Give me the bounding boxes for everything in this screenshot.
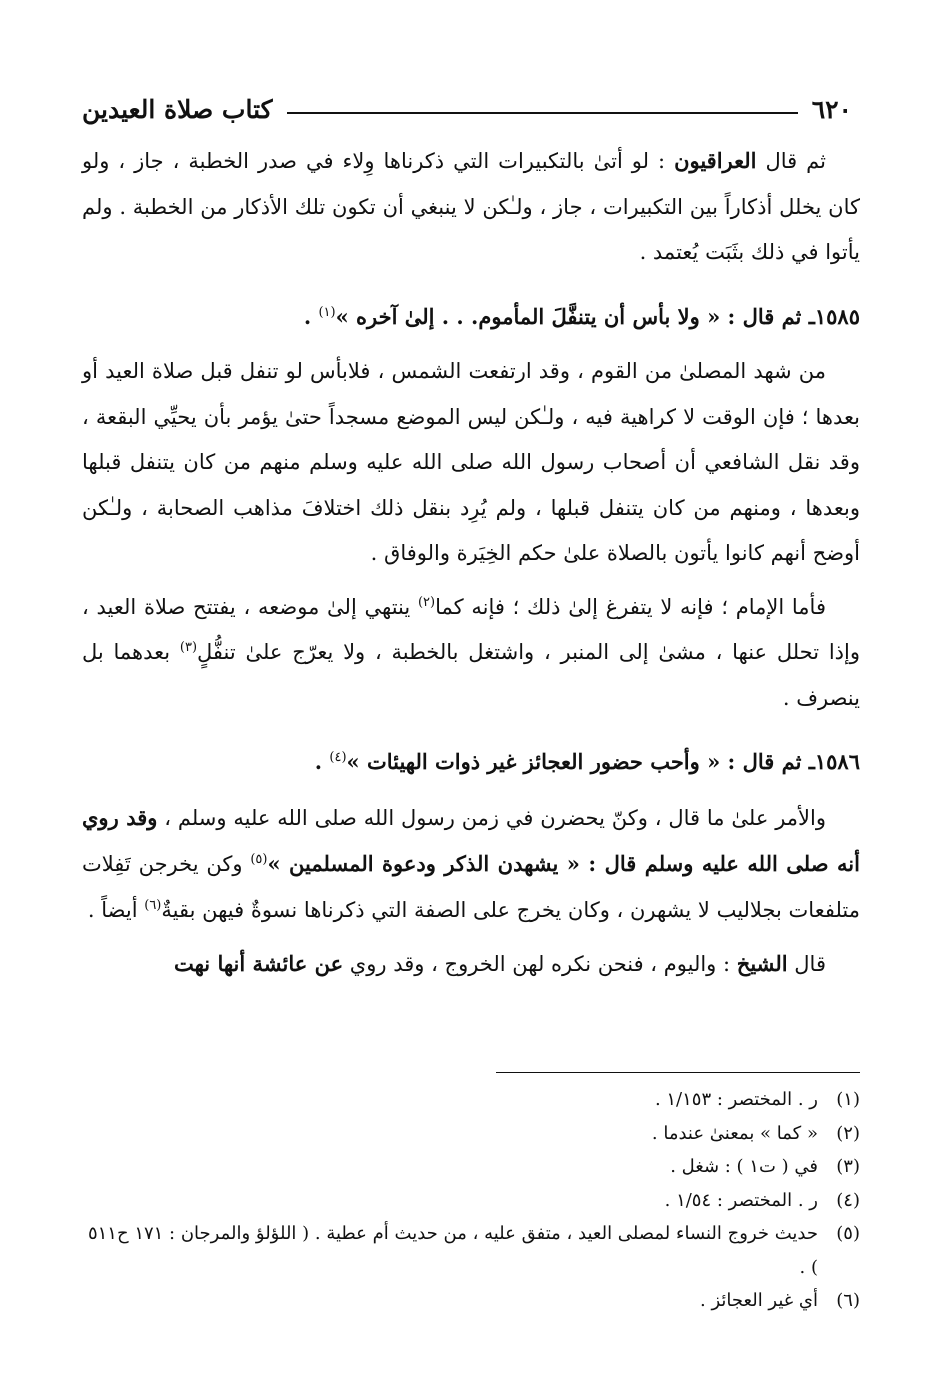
p4-part-a: والأمر علىٰ ما قال ، وكنّ يحضرن في زمن رسول الله صلى الله عليه وسلم ،: [157, 805, 826, 830]
page-number: ٦٢٠: [811, 95, 852, 124]
p1-rest: : لو أتىٰ بالتكبيرات التي ذكرناها وِلاء في صدر الخطبة ، جاز ، ولو كان يخلل أذكاراً بين التكبيرات ، جاز ، ولـٰكن لا ينبغي أن تكون تلك الأذكار من الخطبة . ولم يأتوا في ذلك بثَبَت يُعتمد .: [82, 149, 860, 264]
footnote-number: (٤): [836, 1189, 860, 1211]
footnote-number: (١): [836, 1089, 860, 1110]
footnote-number: (٣): [836, 1156, 860, 1177]
body-text: [82, 138, 860, 988]
footnote-item: [82, 1083, 860, 1117]
footnote-number: (٢): [836, 1122, 860, 1144]
p4-part-b: وكن يخرجن تَفِلات متلفعات بجلاليب لا يشهرن ، وكان يخرج على الصفة التي ذكرناها نسوةٌ فيهن بقيةٌ: [82, 852, 860, 922]
footnote-item: [82, 1217, 860, 1284]
footnotes: [82, 1083, 860, 1318]
footnote-item: [82, 1184, 860, 1218]
footnote-number: (٦): [836, 1290, 860, 1311]
footnote-item: [82, 1284, 860, 1318]
footnote-ref-3: (٣): [179, 640, 198, 655]
paragraph-shaykh: [82, 941, 860, 988]
footnote-ref-5: (٥): [250, 852, 268, 867]
p5-bold-aisha: عن عائشة أنها نهت: [174, 951, 344, 976]
p4-hadith-bold: وقد روي أنه صلى الله عليه وسلم قال : « يشهدن الذكر ودعوة المسلمين »: [82, 804, 860, 876]
issue-1586-tail: .: [314, 749, 330, 774]
paragraph-iraqiyun: [82, 138, 860, 276]
p5-part-b: : واليوم ، فنحن نكره لهن الخروج ، وقد روي: [343, 952, 737, 976]
header-rule: [287, 111, 798, 114]
footnote-text: في ( ت١ ) : شغل .: [670, 1156, 818, 1177]
issue-1586-text: ١٥٨٦ـ ثم قال : « وأحب حضور العجائز غير ذوات الهيئات »: [346, 749, 860, 774]
p1-lead: ثم قال: [756, 149, 827, 173]
p5-bold-shaykh: الشيخ: [736, 951, 788, 976]
p1-bold-name: العراقيون: [674, 148, 757, 173]
footnote-item: [82, 1117, 860, 1151]
paragraph-imam: [82, 585, 860, 722]
issue-1585-text: ١٥٨٥ـ ثم قال : « ولا بأس أن يتنفَّلَ المأموم. . . إلىٰ آخره »: [335, 303, 860, 329]
p3-part-b: ينتهي إلىٰ موضعه ، يفتتح صلاة العيد ، وإذا تحلل عنها ، مشىٰ إلى المنبر ، واشتغل بالخطبة ، ولا يعرّج علىٰ تنفُّلٍ: [82, 594, 860, 664]
p5-part-a: قال: [787, 952, 826, 976]
footnote-number: (٥): [836, 1223, 860, 1244]
footnote-text: ر . المختصر : ١/١٥٣ .: [654, 1089, 818, 1110]
footnote-separator: [496, 1072, 860, 1073]
footnote-ref-6: (٦): [144, 897, 162, 913]
p4-part-c: أيضاً .: [87, 897, 145, 922]
issue-1585: [82, 294, 860, 340]
book-title: كتاب صلاة العيدين: [82, 95, 273, 124]
paragraph-tanafful: من شهد المصلىٰ من القوم ، وقد ارتفعت الشمس ، فلابأس لو تنفل قبل صلاة العيد أو بعدها ؛ فإن الوقت لا كراهية فيه ، ولـٰكن ليس الموضع مسجداً حتىٰ يؤمر بأن يحيِّي البقعة ، وقد نقل الشافعي أن أصحاب رسول الله صلى الله عليه وسلم منهم من كان يتنفل قبلها وبعدها ، ومنهم من كان يتنفل قبلها ، ولم يُرِد بنقل ذلك اختلافَ مذاهب الصحابة ، ولـٰكن أوضح أنهم كانوا يأتون بالصلاة علىٰ حكم الخِيَرة والوفاق .: [82, 359, 860, 565]
issue-1586: [82, 739, 860, 785]
footnote-ref-2: (٢): [417, 594, 436, 610]
footnote-item: [82, 1150, 860, 1184]
paragraph-ajaiz: [82, 795, 860, 934]
p3-part-a: فأما الإمام ؛ فإنه لا يتفرغ إلىٰ ذلك ؛ فإنه كما: [435, 594, 826, 619]
footnote-ref-1: (١): [318, 304, 336, 320]
footnote-text: حديث خروج النساء لمصلى العيد ، متفق عليه ، من حديث أم عطية . ( اللؤلؤ والمرجان : ١٧١ ح٥١١ ) .: [87, 1223, 818, 1278]
issue-1585-tail: .: [303, 303, 319, 329]
footnote-text: « كما » بمعنىٰ عندما .: [651, 1122, 818, 1144]
footnote-text: أي غير العجائز .: [700, 1290, 818, 1311]
footnote-text: ر . المختصر : ١/٥٤ .: [664, 1189, 818, 1211]
p3-part-c: بعدهما بل ينصرف .: [82, 640, 860, 710]
page-header: [82, 86, 852, 122]
footnote-ref-4: (٤): [329, 750, 347, 765]
